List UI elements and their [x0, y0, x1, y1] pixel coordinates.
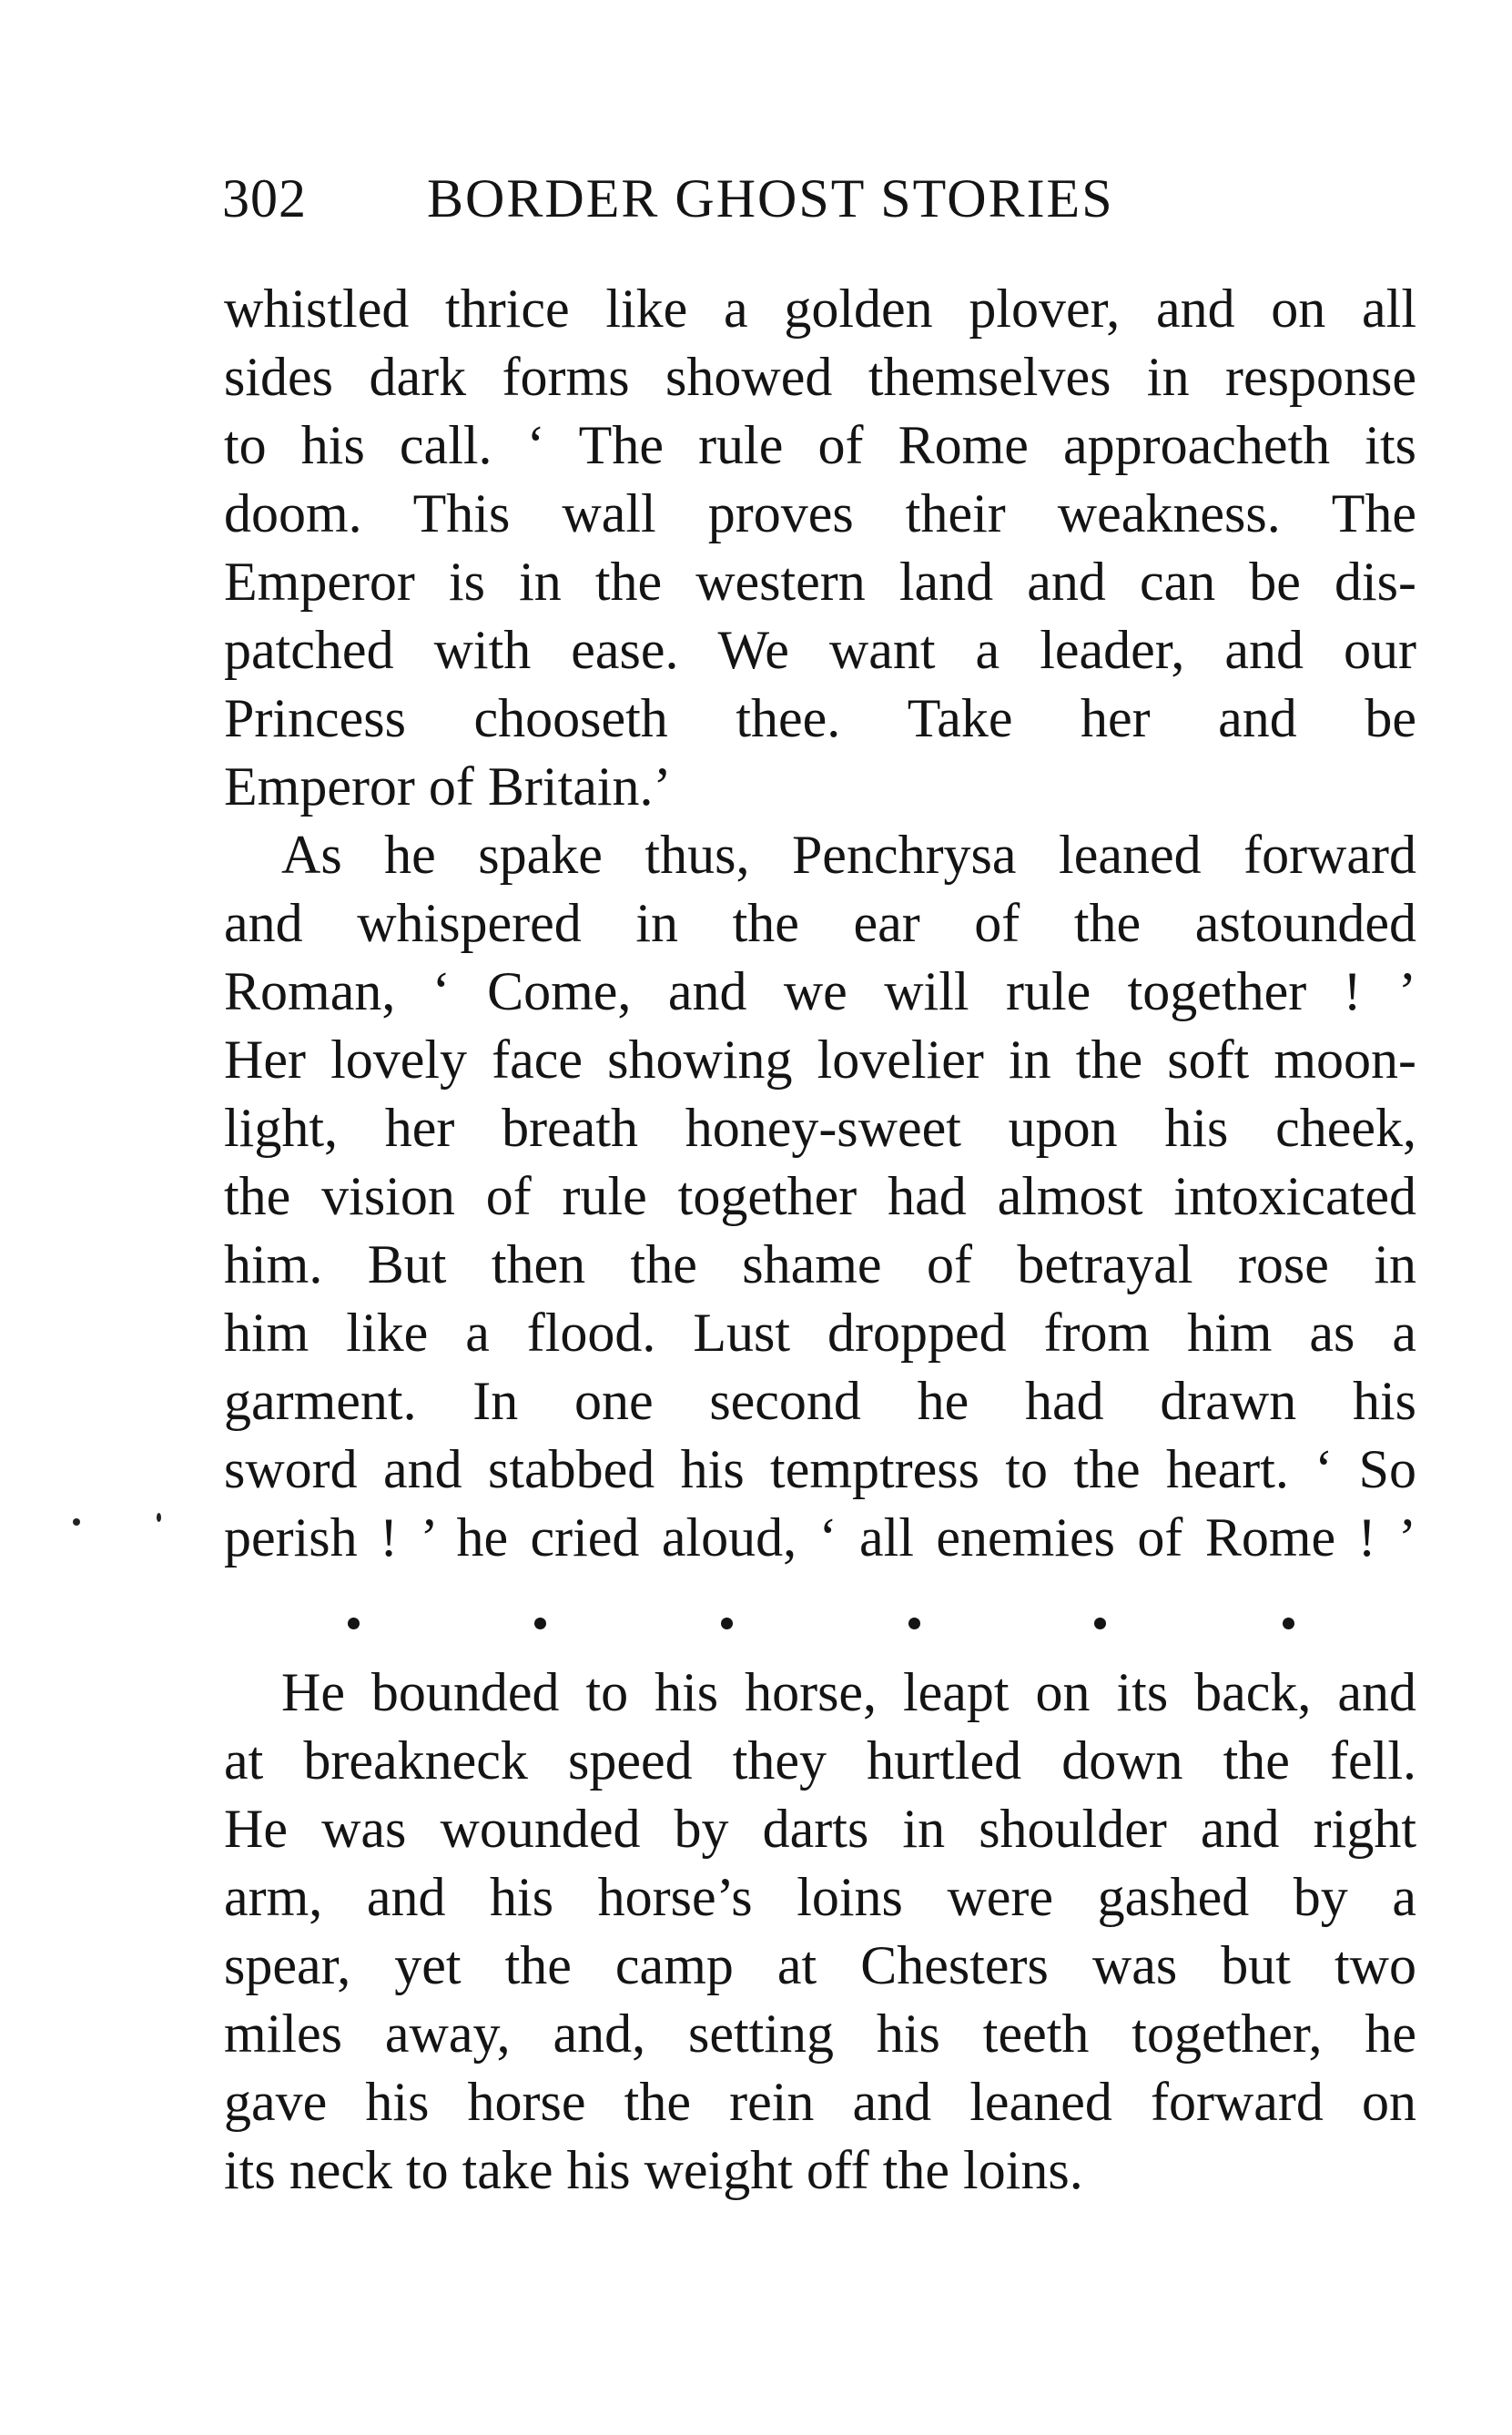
text-line: the vision of rule together had almost intoxicated: [224, 1166, 1416, 1226]
text-line: Emperor of Britain.’: [224, 756, 672, 817]
section-break-dot: [1094, 1618, 1106, 1629]
page-number: 302: [222, 168, 307, 228]
text-line: him. But then the shame of betrayal rose in: [224, 1234, 1416, 1294]
text-line: its neck to take his weight off the loins.: [224, 2140, 1083, 2200]
paragraph: [224, 821, 1416, 1572]
section-break-dot: [1283, 1618, 1294, 1629]
paragraph: [224, 275, 1416, 821]
text-line: to his call. ‘ The rule of Rome approacheth its: [224, 415, 1416, 475]
text-block-upper: [224, 275, 1416, 1572]
text-line: He bounded to his horse, leapt on its back, and: [281, 1662, 1416, 1722]
text-line: Roman, ‘ Come, and we will rule together ! ’: [224, 961, 1416, 1021]
text-line: and whispered in the ear of the astounded: [224, 893, 1416, 953]
section-break: [224, 1598, 1416, 1652]
paragraph: [224, 1659, 1416, 2205]
text-line: He was wounded by darts in shoulder and right: [224, 1799, 1416, 1859]
text-line: light, her breath honey-sweet upon his cheek,: [224, 1098, 1416, 1158]
section-break-dot: [908, 1618, 920, 1629]
book-title: BORDER GHOST STORIES: [427, 168, 1114, 228]
running-head: [222, 162, 1424, 235]
text-line: whistled thrice like a golden plover, and on all: [224, 279, 1416, 339]
margin-speck: [157, 1513, 161, 1522]
text-line: As he spake thus, Penchrysa leaned forward: [281, 825, 1416, 885]
text-line: sides dark forms showed themselves in response: [224, 347, 1416, 407]
text-line: Emperor is in the western land and can be dis-: [224, 552, 1416, 612]
text-line: arm, and his horse’s loins were gashed by a: [224, 1867, 1416, 1927]
text-line: miles away, and, setting his teeth together, he: [224, 2004, 1416, 2064]
text-line: at breakneck speed they hurtled down the fell.: [224, 1730, 1416, 1791]
text-line: patched with ease. We want a leader, and our: [224, 620, 1416, 680]
text-block-lower: [224, 1659, 1416, 2205]
text-line: sword and stabbed his temptress to the heart. ‘ So: [224, 1439, 1416, 1499]
text-line: perish ! ’ he cried aloud, ‘ all enemies of Rome ! ’: [224, 1507, 1416, 1568]
text-line: Princess chooseth thee. Take her and be: [224, 688, 1416, 748]
section-break-dot: [348, 1618, 360, 1629]
section-break-dot: [534, 1618, 546, 1629]
text-line: doom. This wall proves their weakness. The: [224, 483, 1416, 543]
text-line: Her lovely face showing lovelier in the soft moon-: [224, 1030, 1416, 1090]
text-line: him like a flood. Lust dropped from him as a: [224, 1303, 1416, 1363]
section-break-dot: [721, 1618, 733, 1629]
text-line: spear, yet the camp at Chesters was but two: [224, 1935, 1416, 1995]
text-line: garment. In one second he had drawn his: [224, 1371, 1416, 1431]
margin-speck: [73, 1518, 80, 1526]
text-line: gave his horse the rein and leaned forward on: [224, 2072, 1416, 2132]
